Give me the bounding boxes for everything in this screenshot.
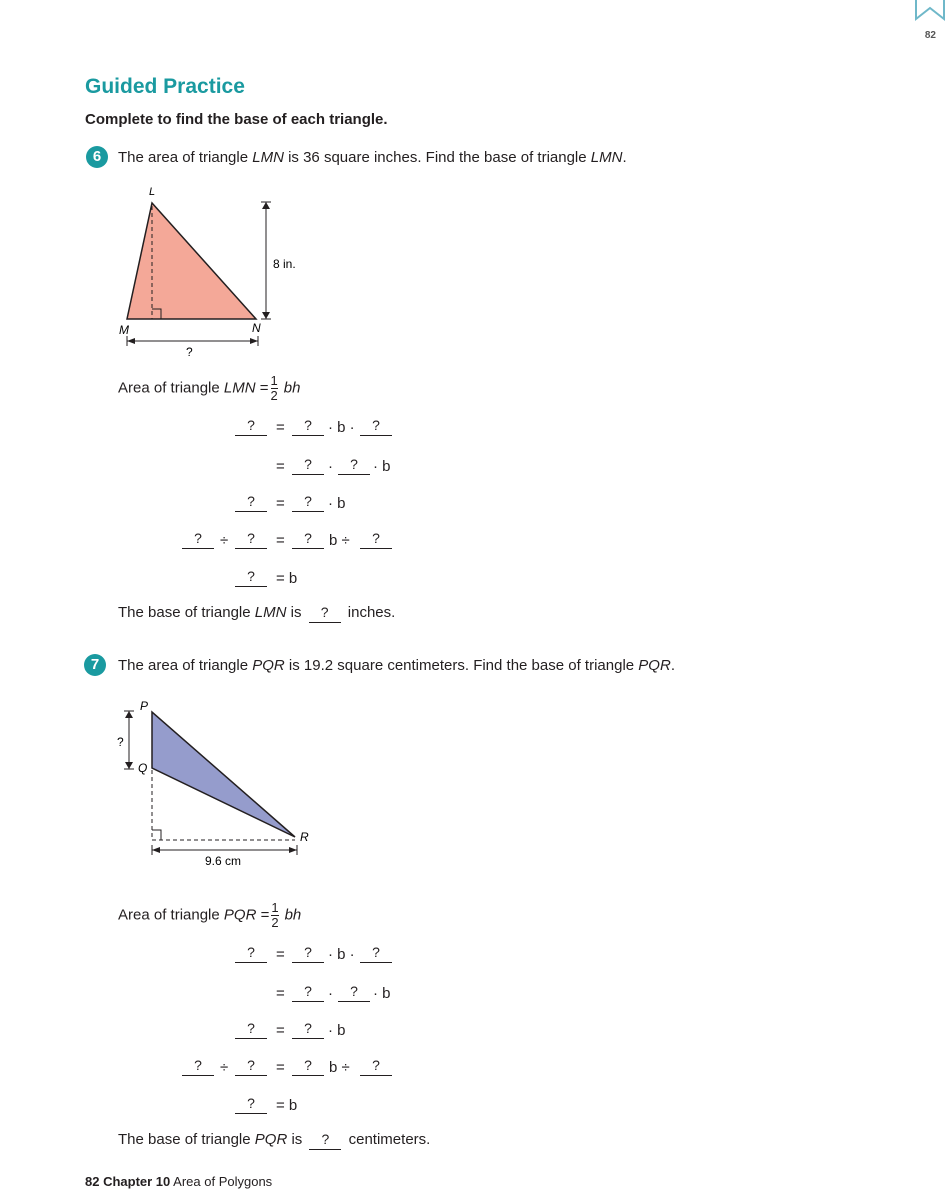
answer-blank[interactable]: ? xyxy=(338,984,370,1002)
answer-blank[interactable]: ? xyxy=(309,1132,341,1150)
equation-operator: · b xyxy=(373,985,391,1002)
vertex-l: L xyxy=(149,186,156,198)
answer-blank[interactable]: ? xyxy=(360,945,392,963)
equation-operator: = xyxy=(276,458,285,475)
equation-operator: = b xyxy=(276,570,298,587)
answer-blank[interactable]: ? xyxy=(292,1058,324,1076)
equation-operator: = xyxy=(276,532,285,549)
bookmark-icon[interactable] xyxy=(914,0,946,22)
vertex-r: R xyxy=(300,830,309,844)
height-label: 8 in. xyxy=(273,257,296,271)
answer-blank[interactable]: ? xyxy=(292,418,324,436)
equation-operator: = xyxy=(276,946,285,963)
formula-prefix: Area of triangle xyxy=(118,906,224,924)
answer-blank[interactable]: ? xyxy=(360,1058,392,1076)
equals: = xyxy=(260,906,270,924)
vertex-p: P xyxy=(140,699,149,713)
answer-blank[interactable]: ? xyxy=(292,531,324,549)
page-number: 82 xyxy=(924,30,936,41)
answer-blank[interactable]: ? xyxy=(338,457,370,475)
answer-blank[interactable]: ? xyxy=(360,418,392,436)
triangle-pqr xyxy=(152,712,295,837)
answer-blank[interactable]: ? xyxy=(292,945,324,963)
vertex-m: M xyxy=(119,323,129,337)
equation-operator: = b xyxy=(276,1097,298,1114)
answer-blank[interactable]: ? xyxy=(360,531,392,549)
answer-blank[interactable]: ? xyxy=(235,1058,267,1076)
answer-blank[interactable]: ? xyxy=(292,1021,324,1039)
instruction: Complete to find the base of each triangle. xyxy=(85,111,388,128)
equation-operator: = xyxy=(276,1022,285,1039)
section-title: Guided Practice xyxy=(85,75,245,98)
equation-operator: ÷ xyxy=(220,1059,229,1076)
equation-operator: = xyxy=(276,985,285,1002)
formula-suffix: bh xyxy=(284,906,302,924)
triangle-lmn-figure xyxy=(100,180,330,360)
equation-operator: · xyxy=(328,458,333,475)
equation-operator: · b xyxy=(328,495,346,512)
triangle-lmn xyxy=(127,203,256,319)
equation-operator: = xyxy=(276,1059,285,1076)
base-label: ? xyxy=(186,345,193,359)
answer-blank[interactable]: ? xyxy=(235,569,267,587)
equation-operator: · b xyxy=(373,458,391,475)
formula-suffix: bh xyxy=(283,379,301,397)
answer-sentence: The base of triangle LMN is ? inches. xyxy=(118,604,396,621)
equation-operator: b ÷ xyxy=(329,1059,350,1076)
answer-blank[interactable]: ? xyxy=(235,1096,267,1114)
answer-blank[interactable]: ? xyxy=(182,531,214,549)
answer-blank[interactable]: ? xyxy=(292,494,324,512)
answer-blank[interactable]: ? xyxy=(309,605,341,623)
equation-operator: · b xyxy=(328,1022,346,1039)
base-label: 9.6 cm xyxy=(205,854,242,868)
problem-number-7: 7 xyxy=(84,654,106,676)
answer-blank[interactable]: ? xyxy=(235,1021,267,1039)
answer-blank[interactable]: ? xyxy=(235,494,267,512)
equals: = xyxy=(259,379,269,397)
answer-sentence: The base of triangle PQR is ? centimeters. xyxy=(118,1131,431,1148)
equation-operator: · xyxy=(328,985,333,1002)
height-label: ? xyxy=(117,735,124,749)
problem-7-prompt: The area of triangle PQR is 19.2 square centimeters. Find the base of triangle PQR. xyxy=(118,657,675,674)
answer-blank[interactable]: ? xyxy=(235,531,267,549)
triangle-pqr-figure xyxy=(100,690,330,880)
area-formula xyxy=(118,374,300,403)
equation-operator: = xyxy=(276,419,285,436)
answer-blank[interactable]: ? xyxy=(292,984,324,1002)
equation-operator: · b · xyxy=(328,946,355,963)
equation-operator: = xyxy=(276,495,285,512)
vertex-n: N xyxy=(252,321,261,335)
formula-prefix: Area of triangle xyxy=(118,379,224,397)
answer-blank[interactable]: ? xyxy=(235,945,267,963)
problem-number-6: 6 xyxy=(86,146,108,168)
equation-operator: b ÷ xyxy=(329,532,350,549)
answer-blank[interactable]: ? xyxy=(292,457,324,475)
area-formula xyxy=(118,901,301,930)
problem-6-prompt: The area of triangle LMN is 36 square inches. Find the base of triangle LMN. xyxy=(118,149,627,166)
answer-blank[interactable]: ? xyxy=(235,418,267,436)
fraction-one-half: $\frac{1}{2}$ xyxy=(271,900,279,930)
triangle-name: LMN xyxy=(223,379,256,397)
equation-operator: ÷ xyxy=(220,532,229,549)
footer: 82 Chapter 10 Area of Polygons xyxy=(85,1174,273,1189)
right-angle-mark xyxy=(152,830,161,840)
equation-operator: · b · xyxy=(328,419,355,436)
triangle-name: PQR xyxy=(223,906,257,924)
fraction-one-half: $\frac{1}{2}$ xyxy=(270,373,278,403)
answer-blank[interactable]: ? xyxy=(182,1058,214,1076)
vertex-q: Q xyxy=(138,761,148,775)
